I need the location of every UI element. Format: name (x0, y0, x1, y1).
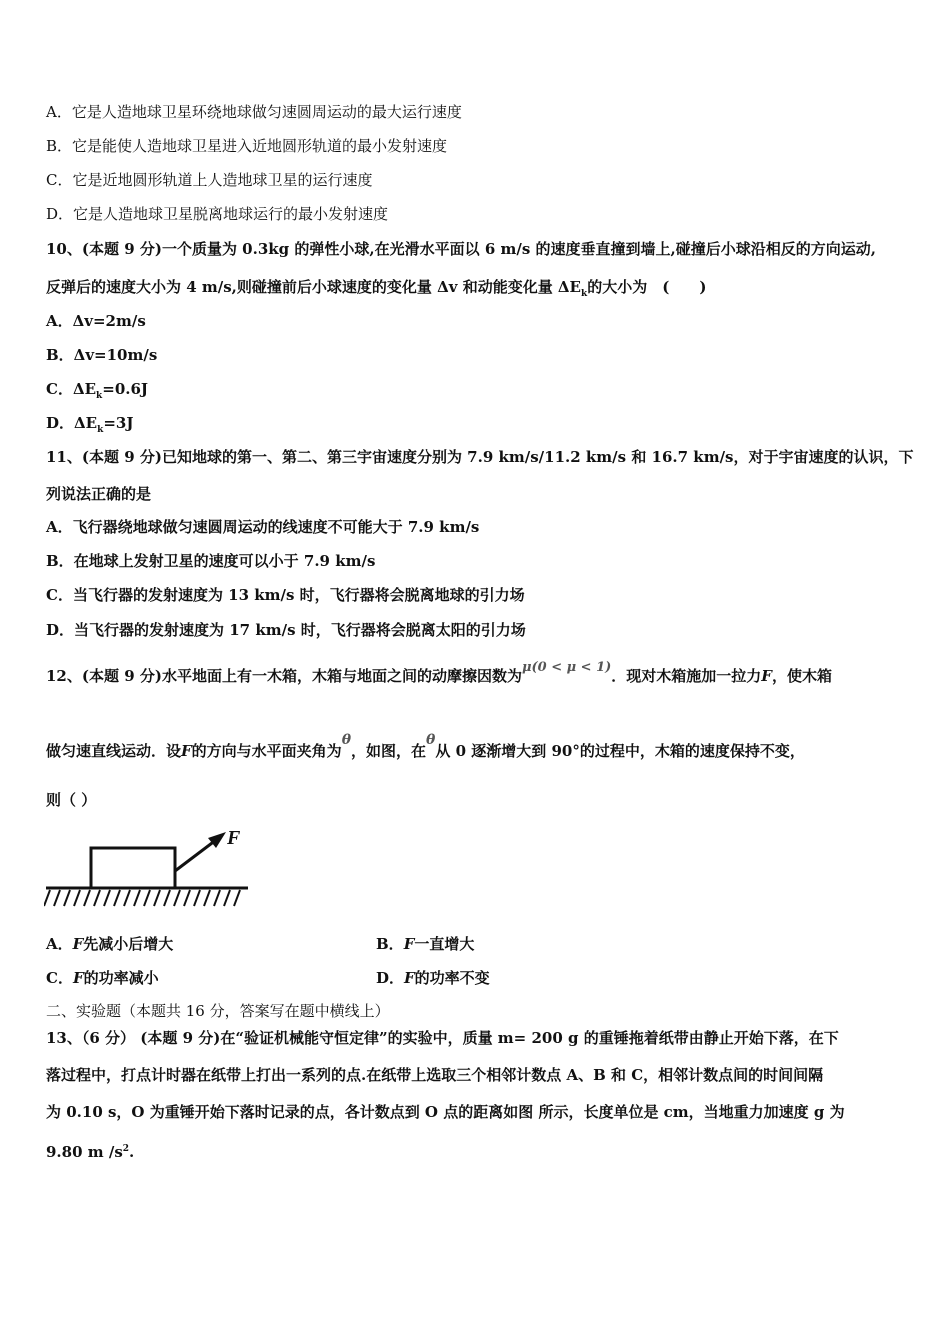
ground-hatching (44, 890, 240, 906)
mu-formula: μ(0 < μ < 1) (521, 660, 612, 675)
force-arrow-shaft (175, 840, 216, 871)
q12-option-c: C．F的功率减小 (46, 969, 159, 987)
q13-line1: 13、（6 分） (本题 9 分)在“验证机械能守恒定律”的实验中，质量 m= 200 g 的重锤拖着纸带由静止开始下落，在下 (46, 1029, 839, 1047)
q13-line3: 为 0.10 s，O 为重锤开始下落时记录的点，各计数点到 O 点的距离如图 所示，长度单位是 cm，当地重力加速度 g 为 (46, 1103, 845, 1121)
q11-stem-line2: 列说法正确的是 (46, 485, 152, 503)
q13-line2: 落过程中，打点计时器在纸带上打出一系列的点.在纸带上选取三个相邻计数点 A、B 和 C，相邻计数点间的时间间隔 (46, 1066, 824, 1084)
box (91, 848, 175, 888)
q12-stem-line3: 则（ ） (46, 791, 97, 809)
q10-stem-line2: 反弹后的速度大小为 4 m/s,则碰撞前后小球速度的变化量 Δv 和动能变化量 $\Delta E_k$的大小为 ( ) (46, 278, 707, 299)
q9-option-b: B．它是能使人造地球卫星进入近地圆形轨道的最小发射速度 (46, 137, 448, 155)
q10-option-a: A．Δv=2m/s (46, 312, 146, 330)
q12-option-b: B．F一直增大 (376, 935, 475, 953)
theta-symbol: θ (426, 732, 436, 748)
q11-option-c: C．当飞行器的发射速度为 13 km/s 时，飞行器将会脱离地球的引力场 (46, 586, 525, 604)
box-force-figure (44, 826, 250, 914)
q10-option-b: B．Δv=10m/s (46, 346, 158, 364)
q9-option-a: A．它是人造地球卫星环绕地球做匀速圆周运动的最大运行速度 (46, 103, 462, 121)
q10-stem-line1: 10、(本题 9 分)一个质量为 0.3kg 的弹性小球,在光滑水平面以 6 m/s 的速度垂直撞到墙上,碰撞后小球沿相反的方向运动, (46, 240, 876, 258)
q10-option-d: D．$\Delta E_k=3J$ (46, 414, 134, 435)
force-label: F (227, 827, 241, 849)
q10-option-c: C．$\Delta E_k=0.6J$ (46, 380, 149, 401)
section-heading: 二、实验题（本题共 16 分，答案写在题中横线上） (46, 1002, 390, 1020)
theta-symbol: θ (341, 732, 352, 748)
q9-option-c: C．它是近地圆形轨道上人造地球卫星的运行速度 (46, 171, 373, 189)
q12-option-a: A．F先减小后增大 (46, 935, 174, 953)
q11-option-b: B．在地球上发射卫星的速度可以小于 7.9 km/s (46, 552, 376, 570)
q11-option-a: A．飞行器绕地球做匀速圆周运动的线速度不可能大于 7.9 km/s (46, 518, 480, 536)
q12-stem-line1: 12、(本题 9 分)水平地面上有一木箱，木箱与地面之间的动摩擦因数为μ(0 < μ < 1)．现对木箱施加一拉力F，使木箱 (46, 660, 832, 685)
q9-option-d: D．它是人造地球卫星脱离地球运行的最小发射速度 (46, 205, 389, 223)
q12-stem-line2: 做匀速直线运动．设F的方向与水平面夹角为θ，如图，在θ从 0 逐渐增大到 90°的过程中，木箱的速度保持不变， (46, 732, 805, 760)
q11-stem-line1: 11、(本题 9 分)已知地球的第一、第二、第三宇宙速度分别为 7.9 km/s/11.2 km/s 和 16.7 km/s，对于宇宙速度的认识，下 (46, 448, 914, 466)
q11-option-d: D．当飞行器的发射速度为 17 km/s 时，飞行器将会脱离太阳的引力场 (46, 621, 526, 639)
q12-option-d: D．F的功率不变 (376, 969, 490, 987)
q13-line4: 9.80 m $/s^2$. (46, 1143, 135, 1161)
